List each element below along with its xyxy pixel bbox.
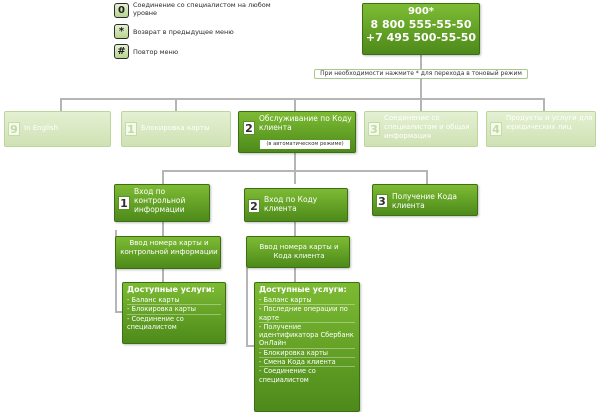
service-item: - Последние операции по карте (259, 305, 355, 323)
menu-label: Вход по контрольной информации (134, 187, 186, 214)
service-item: - Смена Кода клиента (259, 358, 355, 367)
services-title: Доступные услуги: (127, 285, 215, 294)
service-item: - Получение идентификатора Сбербанк ОнЛайн (259, 322, 354, 348)
connector (294, 153, 296, 171)
key-0: 0 (114, 3, 129, 18)
service-item: - Соединение со специалистом (127, 314, 184, 331)
service-item: - Блокировка карты (127, 305, 221, 314)
connector (246, 268, 248, 346)
service-item: - Баланс карты (127, 296, 221, 305)
input-label: Ввод номера карты и контрольной информации (120, 239, 218, 256)
connector (162, 268, 164, 282)
menu-number: 1 (125, 122, 137, 136)
connector (420, 98, 422, 112)
menu-label: Вход по Коду клиента (264, 195, 318, 213)
connector (420, 78, 422, 98)
connector (426, 170, 428, 184)
menu-label: Блокировка карты (141, 124, 210, 132)
service-item: - Блокировка карты (259, 349, 355, 358)
menu-label: In English (24, 124, 59, 132)
services-panel-client-code (254, 282, 360, 412)
root-box (362, 3, 480, 55)
short-number: 900* (407, 6, 435, 17)
connector (60, 98, 62, 112)
connector (162, 170, 164, 184)
key-hash: # (114, 44, 129, 59)
menu-number: 9 (8, 122, 20, 136)
menu-number: 2 (243, 121, 255, 135)
menu-number: 4 (490, 122, 502, 136)
menu-number: 3 (368, 122, 380, 136)
menu-9-in-english (4, 111, 111, 147)
connector (294, 222, 296, 236)
input-card-client-code (246, 236, 350, 268)
menu-1-block-card (121, 111, 231, 147)
legend-text: Повтор меню (133, 48, 179, 56)
connector (246, 345, 254, 347)
submenu-2-client-code (244, 188, 348, 222)
menu-label: Соединение со специалистом и общая информация (384, 114, 470, 140)
service-item: - Баланс карты (259, 296, 355, 305)
legend-text: Возврат в предыдущее меню (133, 28, 234, 36)
connector (294, 98, 296, 112)
menu-4-legal-entities (486, 111, 596, 147)
submenu-3-get-code (372, 184, 478, 216)
key-star: * (114, 24, 129, 39)
menu-3-specialist (364, 111, 478, 147)
menu-number: 2 (248, 199, 260, 213)
menu-number: 3 (376, 194, 388, 208)
phone-1: 8 800 555-55-50 (370, 18, 472, 31)
menu-2-client-code-service (238, 111, 356, 153)
connector (162, 222, 164, 236)
legend-text: Соединение со специалистом на любом уровне (133, 1, 271, 17)
menu-number: 1 (118, 196, 130, 210)
connector (175, 98, 177, 112)
phone-2: +7 495 500-55-50 (365, 31, 477, 44)
menu-label: Получение Кода клиента (392, 192, 457, 210)
service-item: - Соединение со специалистом (259, 367, 316, 384)
connector (60, 98, 544, 100)
menu-label: Продукты и услуги для юридических лиц (506, 114, 593, 131)
connector (294, 170, 296, 184)
connector (543, 98, 545, 112)
menu-sublabel: (в автоматическом режиме) (260, 140, 350, 149)
services-title: Доступные услуги: (259, 285, 347, 294)
tone-note: При необходимости нажмите * для перехода в тоновый режим (314, 69, 528, 79)
menu-label: Обслуживание по Коду клиента (259, 114, 352, 132)
input-label: Ввод номера карты и Кода клиента (259, 243, 339, 260)
input-card-control-info (115, 236, 221, 269)
submenu-1-control-info (114, 184, 210, 222)
connector (294, 268, 296, 282)
services-panel-control-info (122, 282, 226, 344)
